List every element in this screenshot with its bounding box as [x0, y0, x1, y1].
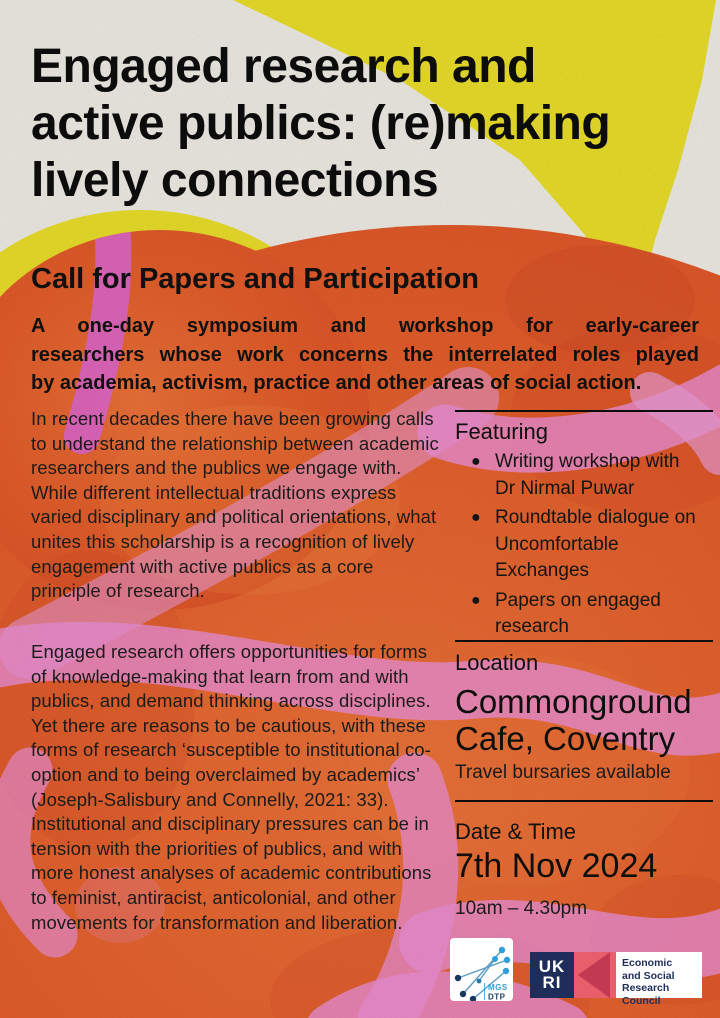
ukri-letters-bottom: RI: [542, 973, 562, 992]
poster-subtitle: Call for Papers and Participation: [31, 263, 479, 295]
featuring-list: [471, 449, 701, 644]
intro-paragraph: [31, 312, 699, 398]
esrc-line: and Social: [622, 969, 675, 982]
featuring-item: [471, 588, 701, 641]
location-heading: Location: [455, 650, 539, 675]
ukri-letters-top: UK: [538, 957, 566, 976]
left-arrow-icon: [578, 952, 610, 998]
bullet-icon: ●: [471, 453, 481, 470]
divider: [455, 800, 713, 802]
body-paragraph-1: In recent decades there have been growing calls to understand the relationship between academic researchers and the publics we engage with. While different intellectual traditions express varied disciplinary and political orientations, what unites this scholarship is a recognition of lively engagement with active publics as a core principle of research.: [31, 408, 439, 602]
mgs-logo-text-bottom: DTP: [488, 992, 506, 1001]
event-time: 10am – 4.30pm: [455, 898, 588, 919]
ukri-coral-block: [574, 952, 616, 998]
event-date: 7th Nov 2024: [455, 847, 658, 885]
esrc-council-name: [616, 952, 702, 1007]
mgs-network-icon: [450, 938, 513, 1001]
intro-line: A one-day symposium and workshop for early-career: [31, 315, 699, 337]
intro-line: by academia, activism, practice and other areas of social action.: [31, 372, 642, 395]
mgs-logo-text-top: MGS: [488, 983, 508, 992]
featuring-heading: Featuring: [455, 419, 548, 444]
venue-name: Commonground Cafe, Coventry: [455, 683, 692, 757]
featuring-item: [471, 505, 701, 585]
ukri-letters-block: [530, 952, 574, 998]
ukri-esrc-logo: [530, 952, 702, 1007]
featuring-item-label: Papers on engaged research: [495, 589, 661, 637]
bullet-icon: ●: [471, 509, 481, 526]
featuring-item-label: Writing workshop with Dr Nirmal Puwar: [495, 451, 680, 499]
esrc-line: Economic: [622, 957, 673, 969]
featuring-item-label: Roundtable dialogue on Uncomfortable Exchanges: [495, 507, 696, 581]
divider: [455, 410, 713, 412]
body-paragraph-2: Engaged research offers opportunities for forms of knowledge-making that learn from and with publics, and demand thinking across disciplines. Yet there are reasons to be cautious, with these forms of research ‘susceptible to institutional co-option and to being overclaimed by academics’ (Joseph-Salisbury and Connelly, 2021: 33). Institutional and disciplinary pressures can be in tension with the priorities of publics, and with more honest analyses of academic contributions to feminist, antiracist, anticolonial, and other movements for transformation and liberation.: [31, 641, 432, 933]
esrc-line: Research Council: [622, 982, 670, 1007]
bullet-icon: ●: [471, 591, 481, 609]
travel-bursaries-note: Travel bursaries available: [455, 762, 671, 783]
mgs-dtp-logo: [450, 938, 513, 1001]
featuring-item: [471, 449, 701, 502]
poster-title: Engaged research and active publics: (re)making lively connections: [31, 40, 611, 207]
divider: [455, 640, 713, 642]
date-time-heading: Date & Time: [455, 819, 577, 844]
intro-line: researchers whose work concerns the interrelated roles played: [31, 343, 699, 366]
